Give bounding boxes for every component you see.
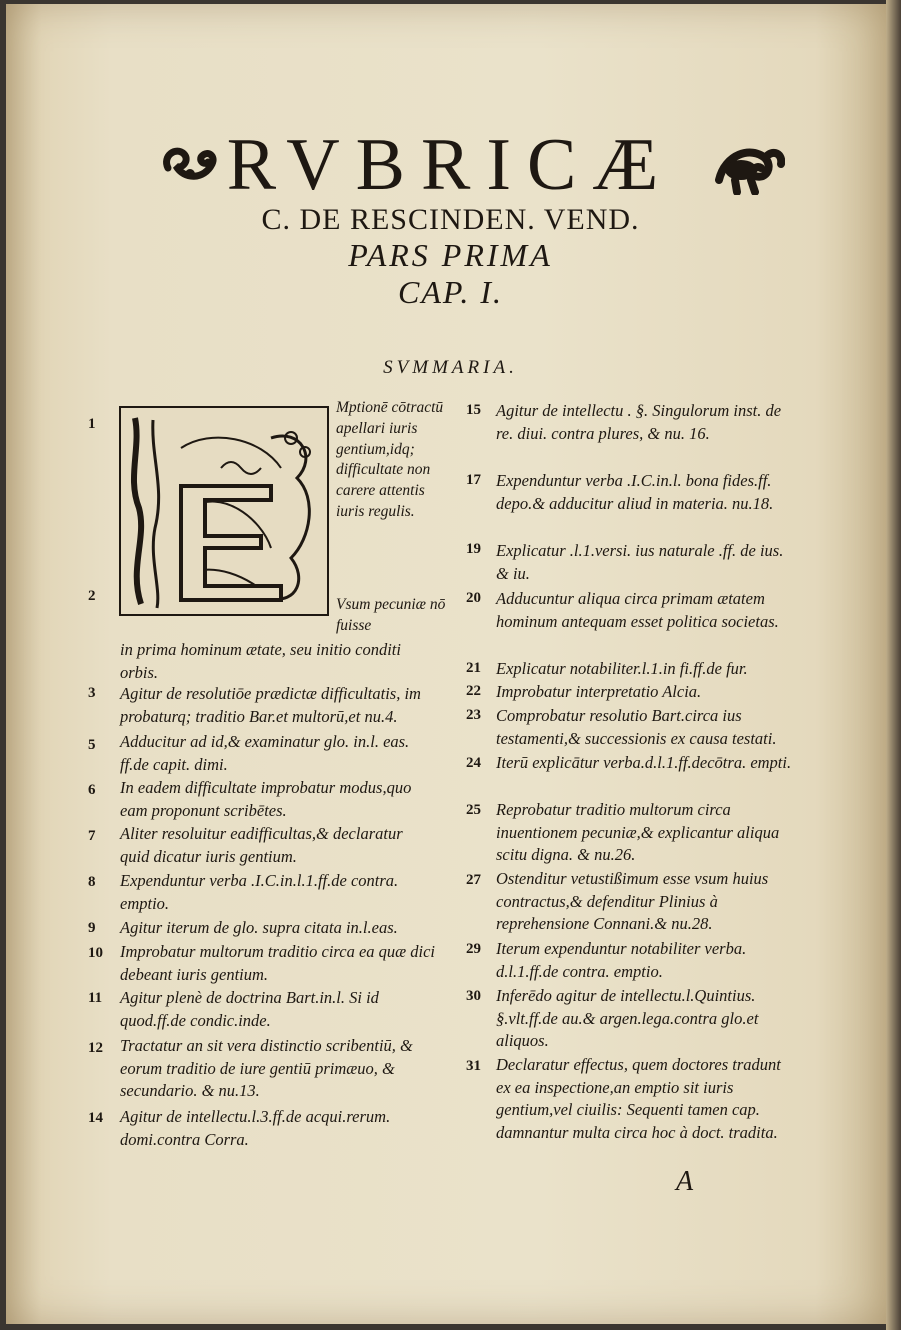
summary-entry: Reprobatur traditio multorum circa inuentionem pecuniæ,& explicantur aliqua scitu digna. & nu.26. xyxy=(496,800,780,864)
entry-number: 15 xyxy=(466,402,481,418)
summary-entry: Comprobatur resolutio Bart.circa ius testamenti,& successionis ex causa testati. xyxy=(496,706,777,748)
summary-entry: Declaratur effectus, quem doctores tradunt ex ea inspectione,an emptio sit iuris gentium,vel ciuilis: Sequenti tamen cap. damnantur multa circa hoc à doct. tradita. xyxy=(496,1055,781,1142)
entry-number: 7 xyxy=(88,828,96,844)
entry-number: 2 xyxy=(88,588,96,604)
summary-entry: Improbatur multorum traditio circa ea quæ dici debeant iuris gentium. xyxy=(120,942,436,984)
entry-number: 29 xyxy=(466,941,481,957)
summary-entry: Iterū explicātur verba.d.l.1.ff.decōtra. empti. xyxy=(496,753,792,772)
summary-entry: Adducuntur aliqua circa primam ætatem hominum antequam esset politica societas. xyxy=(496,589,779,631)
subtitle: C. DE RESCINDEN. VEND. xyxy=(261,203,640,236)
page-title-row xyxy=(0,125,901,205)
entry-number: 9 xyxy=(88,920,96,936)
entry-number: 5 xyxy=(88,737,96,753)
entry-number: 1 xyxy=(88,416,96,432)
entry-number: 6 xyxy=(88,782,96,798)
entry-number: 25 xyxy=(466,802,481,818)
summary-entry: Inferēdo agitur de intellectu.l.Quintius. §.vlt.ff.de au.& argen.lega.contra glo.et aliquos. xyxy=(496,986,759,1050)
chapter-heading: CAP. I. xyxy=(398,274,503,310)
decorated-initial xyxy=(119,406,329,616)
entry-number: 8 xyxy=(88,874,96,890)
entry-number: 21 xyxy=(466,660,481,676)
entry-number: 27 xyxy=(466,872,481,888)
pars-heading: PARS PRIMA xyxy=(348,237,553,273)
summaria-heading: SVMMARIA. xyxy=(383,357,518,378)
entry-number: 20 xyxy=(466,590,481,606)
summary-entry: Adducitur ad id,& examinatur glo. in.l. eas. ff.de capit. dimi. xyxy=(120,732,410,774)
summary-entry: Explicatur .l.1.versi. ius naturale .ff. de ius. & iu. xyxy=(496,541,784,583)
entry-number: 12 xyxy=(88,1040,103,1056)
summary-entry: Agitur de intellectu.l.3.ff.de acqui.rerum. domi.contra Corra. xyxy=(120,1107,391,1149)
summary-entry: Expenduntur verba .I.C.in.l.1.ff.de contra. emptio. xyxy=(120,871,399,913)
summary-entry: Tractatur an sit vera distinctio scribentiū, & eorum traditio de iure gentiū primæuo, & secundario. & nu.13. xyxy=(120,1036,413,1100)
summary-entry: Explicatur notabiliter.l.1.in fi.ff.de fur. xyxy=(496,659,748,678)
summary-entry: Improbatur interpretatio Alcia. xyxy=(496,682,702,701)
entry-number: 30 xyxy=(466,988,481,1004)
entry-number: 19 xyxy=(466,541,481,557)
intro-continuation: in prima hominum ætate, seu initio conditi orbis. xyxy=(120,640,401,682)
entry-number: 3 xyxy=(88,685,96,701)
entry-number: 24 xyxy=(466,755,481,771)
summary-entry: Aliter resoluitur eadifficultas,& declaratur quid dicatur iuris gentium. xyxy=(120,824,403,866)
entry-number: 22 xyxy=(466,683,481,699)
entry-number: 14 xyxy=(88,1110,103,1126)
summary-entry: Agitur de intellectu . §. Singulorum inst. de re. diui. contra plures, & nu. 16. xyxy=(496,401,782,443)
intro-text: Mptionē cōtractū apellari iuris gentium,idq; difficultate non carere attentis iuris regulis. xyxy=(336,399,444,520)
summary-entry: Ostenditur vetustißimum esse vsum huius contractus,& defenditur Plinius à reprehensione Connani.& nu.28. xyxy=(496,869,769,933)
summary-entry: Agitur de resolutiōe prædictæ difficultatis, im probaturq; traditio Bar.et multorū,et nu.4. xyxy=(120,684,421,726)
entry-number: 17 xyxy=(466,472,481,488)
page-title: RVBRICÆ xyxy=(226,124,675,206)
initial-e-woodcut-icon xyxy=(121,408,327,614)
summary-entry: Iterum expenduntur notabiliter verba. d.l.1.ff.de contra. emptio. xyxy=(496,939,747,981)
summary-entry: Agitur iterum de glo. supra citata in.l.eas. xyxy=(120,918,398,937)
entry-number: 10 xyxy=(88,945,103,961)
entry-number: 11 xyxy=(88,990,103,1006)
entry-number: 23 xyxy=(466,707,481,723)
summary-entry: Agitur plenè de doctrina Bart.in.l. Si id quod.ff.de condic.inde. xyxy=(120,988,379,1030)
summary-entry: In eadem difficultate improbatur modus,quo eam proponunt scribētes. xyxy=(120,778,412,820)
signature-mark: A xyxy=(676,1166,694,1197)
intro-text-2: Vsum pecuniæ nō fuisse xyxy=(336,596,446,634)
entry-number: 31 xyxy=(466,1058,481,1074)
summary-entry: Expenduntur verba .I.C.in.l. bona fides.ff. depo.& adducitur aliud in materia. nu.18. xyxy=(496,471,774,513)
